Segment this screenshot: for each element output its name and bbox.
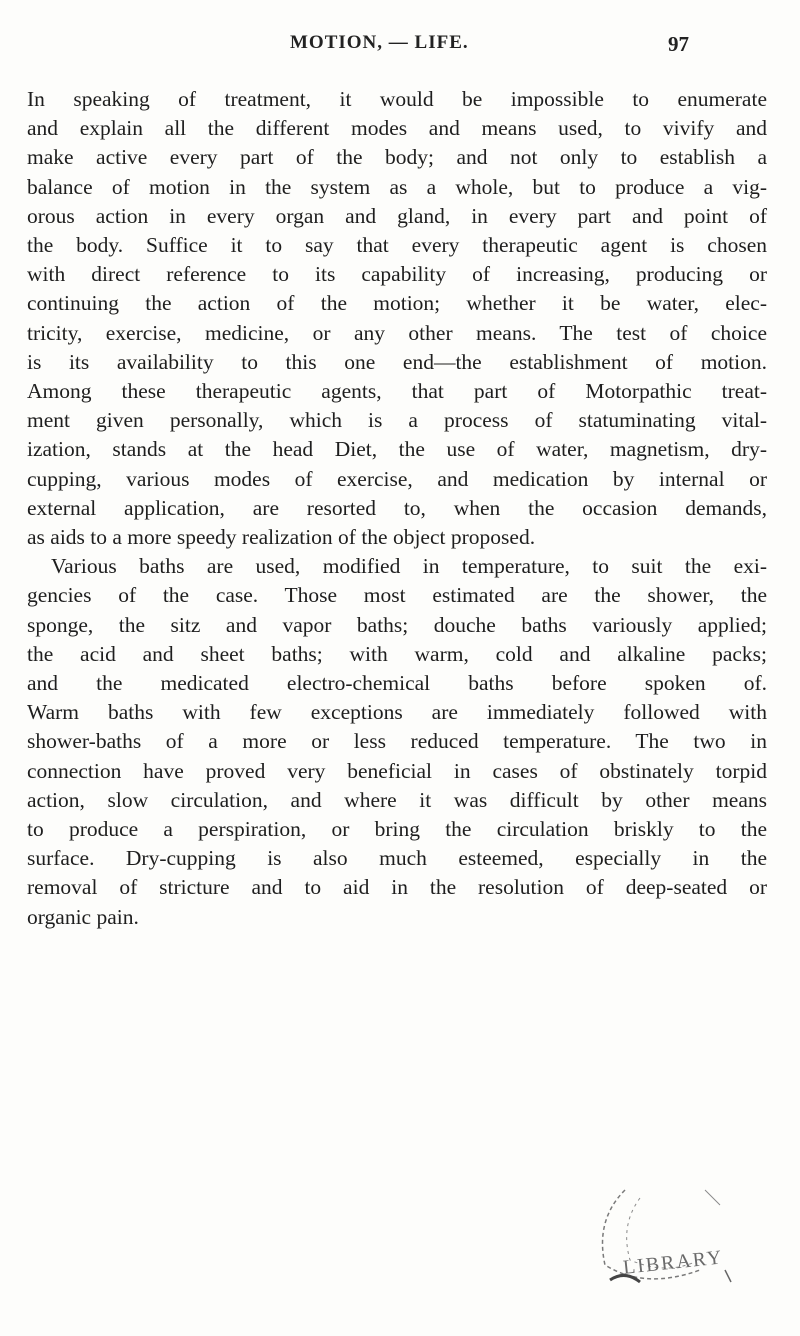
text-line: In speaking of treatment, it would be impossible to enumerate <box>27 87 767 111</box>
text-line: connection have proved very beneficial in cases of obstinately torpid <box>27 758 767 783</box>
text-line: continuing the action of the motion; whether it be water, elec- <box>27 291 767 316</box>
text-line: and explain all the different modes and means used, to vivify and <box>27 116 767 141</box>
paragraph-1 <box>27 85 767 552</box>
text-line: as aids to a more speedy realization of the object proposed. <box>27 525 536 550</box>
stamp-tick <box>705 1190 720 1205</box>
text-line: organic pain. <box>27 904 139 929</box>
page-number: 97 <box>668 32 689 56</box>
stamp-tick <box>725 1270 731 1282</box>
text-line: removal of stricture and to aid in the resolution of deep-seated or <box>27 875 767 900</box>
text-line: to produce a perspiration, or bring the circulation briskly to the <box>27 817 767 842</box>
text-line: tricity, exercise, medicine, or any other means. The test of choice <box>27 320 767 345</box>
library-stamp-graphic <box>585 1170 735 1290</box>
text-line: cupping, various modes of exercise, and medication by internal or <box>27 466 767 491</box>
stamp-label: LIBRARY <box>621 1246 725 1279</box>
text-line: is its availability to this one end—the establishment of motion. <box>27 349 767 374</box>
library-stamp-icon <box>585 1170 735 1290</box>
text-line: Among these therapeutic agents, that part of Motorpathic treat- <box>27 379 767 404</box>
text-line: the acid and sheet baths; with warm, cold and alkaline packs; <box>27 641 767 666</box>
paragraph-2 <box>27 552 767 932</box>
text-line: ment given personally, which is a process of statuminating vital- <box>27 408 767 433</box>
text-line: action, slow circulation, and where it was difficult by other means <box>27 787 767 812</box>
running-head <box>0 32 800 62</box>
text-line: shower-baths of a more or less reduced temperature. The two in <box>27 729 767 754</box>
text-line: gencies of the case. Those most estimated are the shower, the <box>27 583 767 608</box>
text-line: Various baths are used, modified in temperature, to suit the exi- <box>51 554 767 579</box>
text-line: sponge, the sitz and vapor baths; douche baths variously applied; <box>27 612 767 637</box>
text-line: and the medicated electro-chemical baths before spoken of. <box>27 671 767 696</box>
text-line: ization, stands at the head Diet, the use of water, magnetism, dry- <box>27 437 767 462</box>
text-line: with direct reference to its capability of increasing, producing or <box>27 262 767 287</box>
text-line: external application, are resorted to, when the occasion demands, <box>27 495 767 520</box>
text-line: the body. Suffice it to say that every therapeutic agent is chosen <box>27 233 767 258</box>
body-text <box>27 85 767 932</box>
text-line: surface. Dry-cupping is also much esteemed, especially in the <box>27 846 767 871</box>
running-head-title: MOTION, — LIFE. <box>290 32 469 53</box>
text-line: make active every part of the body; and not only to establish a <box>27 145 767 170</box>
text-line: orous action in every organ and gland, in every part and point of <box>27 203 767 228</box>
text-line: Warm baths with few exceptions are immediately followed with <box>27 700 767 725</box>
text-line: balance of motion in the system as a whole, but to produce a vig- <box>27 174 767 199</box>
